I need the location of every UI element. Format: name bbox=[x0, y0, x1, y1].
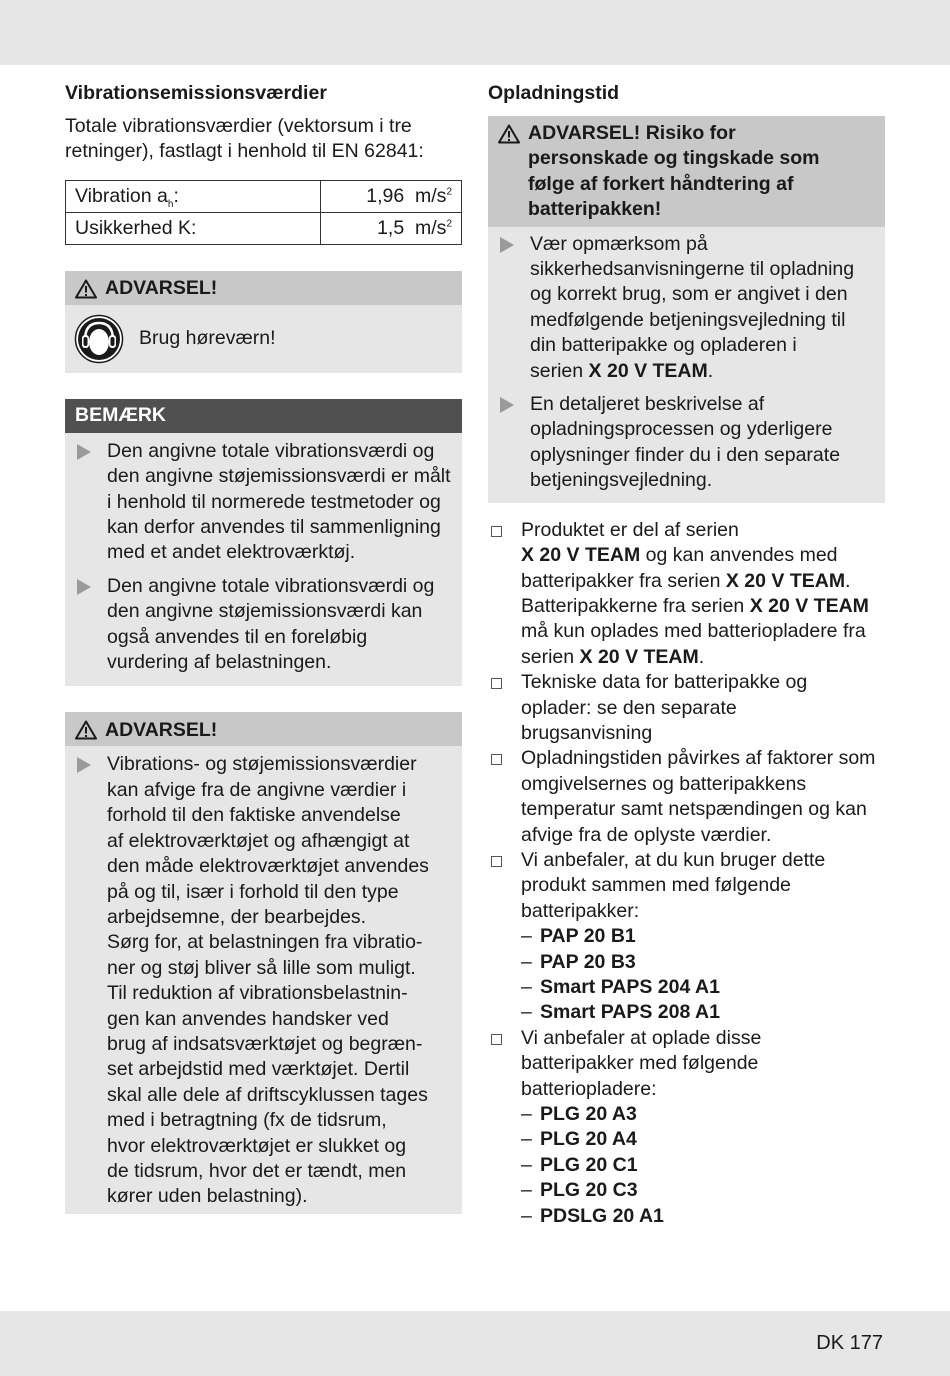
warning-header bbox=[65, 712, 462, 746]
charger-item: – PLG 20 C1 bbox=[521, 1153, 638, 1176]
vibration-heading: Vibrationsemissionsværdier bbox=[65, 82, 327, 104]
warning-header bbox=[488, 116, 885, 227]
battery-pack-item: – PAP 20 B1 bbox=[521, 925, 636, 948]
note-header bbox=[65, 399, 462, 433]
list-item: Opladningstiden påvirkes af faktorer som omgivelsernes og batteripakkens temperatur samt netspændingen og kan afvige fra de oplyste værdier. bbox=[488, 746, 899, 848]
vibration-intro: Totale vibrationsværdier (vektorsum i tre retninger), fastlagt i henhold til EN 62841: bbox=[65, 115, 424, 163]
right-column bbox=[488, 80, 885, 1229]
warning-header bbox=[65, 271, 462, 305]
vibration-warning bbox=[65, 712, 462, 1213]
arrow-bullet-icon bbox=[77, 444, 91, 460]
arrow-bullet-icon bbox=[77, 757, 91, 773]
arrow-bullet-icon bbox=[500, 397, 514, 413]
warning-title: ADVARSEL! bbox=[105, 277, 218, 300]
warning-triangle-icon bbox=[498, 124, 520, 144]
table-cell-value: 1,5 $m/s^2$ bbox=[321, 212, 462, 244]
charger-item: – PDSLG 20 A1 bbox=[521, 1204, 664, 1227]
battery-pack-item: – Smart PAPS 204 A1 bbox=[521, 976, 720, 998]
warning-triangle-icon bbox=[75, 279, 97, 299]
battery-pack-item: – PAP 20 B3 bbox=[521, 950, 636, 973]
note-item: Den angivne totale vibrationsværdi og den angivne støjemissionsværdi er målt i henhold til normerede testmetoder og kan derfor anvendes til sammenligning med et andet elektroværktøj. bbox=[75, 439, 452, 566]
vibration-table bbox=[65, 180, 462, 245]
list-item: Vi anbefaler, at du kun bruger dette produkt sammen med følgende batteripakker: – PAP 20 B1 – PAP 20 B3 – Smart PAPS 204 A1 – Smart PAPS 208 A1 bbox=[488, 848, 885, 1026]
checkbox-square-icon bbox=[491, 754, 502, 765]
arrow-bullet-icon bbox=[500, 237, 514, 253]
table-cell-label: Usikkerhed K: bbox=[66, 212, 321, 244]
charger-item: – PLG 20 A3 bbox=[521, 1103, 637, 1126]
table-row bbox=[66, 180, 462, 212]
hearing-protection-warning bbox=[65, 271, 462, 373]
battery-pack-item: – Smart PAPS 208 A1 bbox=[521, 1001, 720, 1024]
page-header-band bbox=[0, 0, 950, 65]
warning-item: En detaljeret beskrivelse af opladningsprocessen og yderligere oplysninger finder du i den separate betjeningsvejledning. bbox=[498, 392, 875, 494]
warning-title: ADVARSEL! bbox=[105, 718, 218, 741]
list-item: Vi anbefaler at oplade disse batteripakker med følgende batteriopladere: – PLG 20 A3 – PLG 20 A4 – PLG 20 C1 – PLG 20 C3 – PDSLG 20 A1 bbox=[488, 1026, 885, 1229]
table-cell-label: Vibration $a_h$: bbox=[66, 180, 321, 212]
battery-warning bbox=[488, 116, 885, 503]
table-cell-value: 1,96 $m/s^2$ bbox=[321, 180, 462, 212]
ear-protection-icon bbox=[74, 314, 124, 364]
warning-title: ADVARSEL! Risiko for personskade og tingskade som følge af forkert håndtering af batteripakken! bbox=[528, 122, 820, 221]
charging-info-list bbox=[488, 518, 885, 1229]
charging-heading: Opladningstid bbox=[488, 82, 620, 104]
warning-body bbox=[65, 305, 462, 373]
checkbox-square-icon bbox=[491, 678, 502, 689]
list-item: Produktet er del af serien X 20 V TEAM og kan anvendes med batteripakker fra serien X 20 V TEAM. Batteripakkerne fra serien X 20 V TEAM må kun oplades med batteriopladere fra serien X 20 V TEAM. bbox=[488, 518, 885, 670]
left-column bbox=[65, 80, 462, 1214]
charger-item: – PLG 20 A4 bbox=[521, 1128, 637, 1151]
warning-bullets bbox=[65, 746, 462, 1213]
note-item: Den angivne totale vibrationsværdi og den angivne støjemissionsværdi kan også anvendes til en foreløbig vurdering af belastningen. bbox=[75, 574, 452, 676]
warning-triangle-icon bbox=[75, 720, 97, 740]
checkbox-square-icon bbox=[491, 856, 502, 867]
page-footer-band bbox=[0, 1311, 950, 1376]
warning-item: Vær opmærksom på sikkerhedsanvisningerne til opladning og korrekt brug, som er angivet i den medfølgende betjeningsvejledning til din batteripakke og opladeren i serien X 20 V TEAM. bbox=[498, 232, 875, 384]
warning-text: Brug høreværn! bbox=[139, 327, 276, 350]
warning-item: Vibrations- og støjemissionsværdier kan afvige fra de angivne værdier i forhold til den faktiske anvendelse af elektroværktøjet og afhængigt at den måde elektroværktøjet anvendes på og til, især i forhold til den type arbejdsemne, der bearbejdes. Sørg for, at belastningen fra vibratio- ner og støj bliver så lille som muligt. Til reduktion af vibrationsbelastnin- gen kan anvendes handsker ved brug af indsatsværktøjet og begræn- set arbejdstid med værktøjet. Dertil skal alle dele af driftscyklussen tages med i betragtning (fx de tidsrum, hvor elektroværktøjet er slukket og de tidsrum, hvor det er tændt, men kører uden belastning). bbox=[75, 752, 452, 1209]
charger-item: – PLG 20 C3 bbox=[521, 1179, 638, 1202]
checkbox-square-icon bbox=[491, 1034, 502, 1045]
list-item: Tekniske data for batteripakke og oplader: se den separate brugsanvisning bbox=[488, 670, 885, 746]
note-box bbox=[65, 399, 462, 687]
checkbox-square-icon bbox=[491, 526, 502, 537]
table-row bbox=[66, 212, 462, 244]
warning-bullets bbox=[488, 227, 885, 503]
note-bullets bbox=[65, 433, 462, 687]
note-title: BEMÆRK bbox=[75, 404, 166, 427]
page-number: DK 177 bbox=[816, 1332, 883, 1354]
arrow-bullet-icon bbox=[77, 579, 91, 595]
